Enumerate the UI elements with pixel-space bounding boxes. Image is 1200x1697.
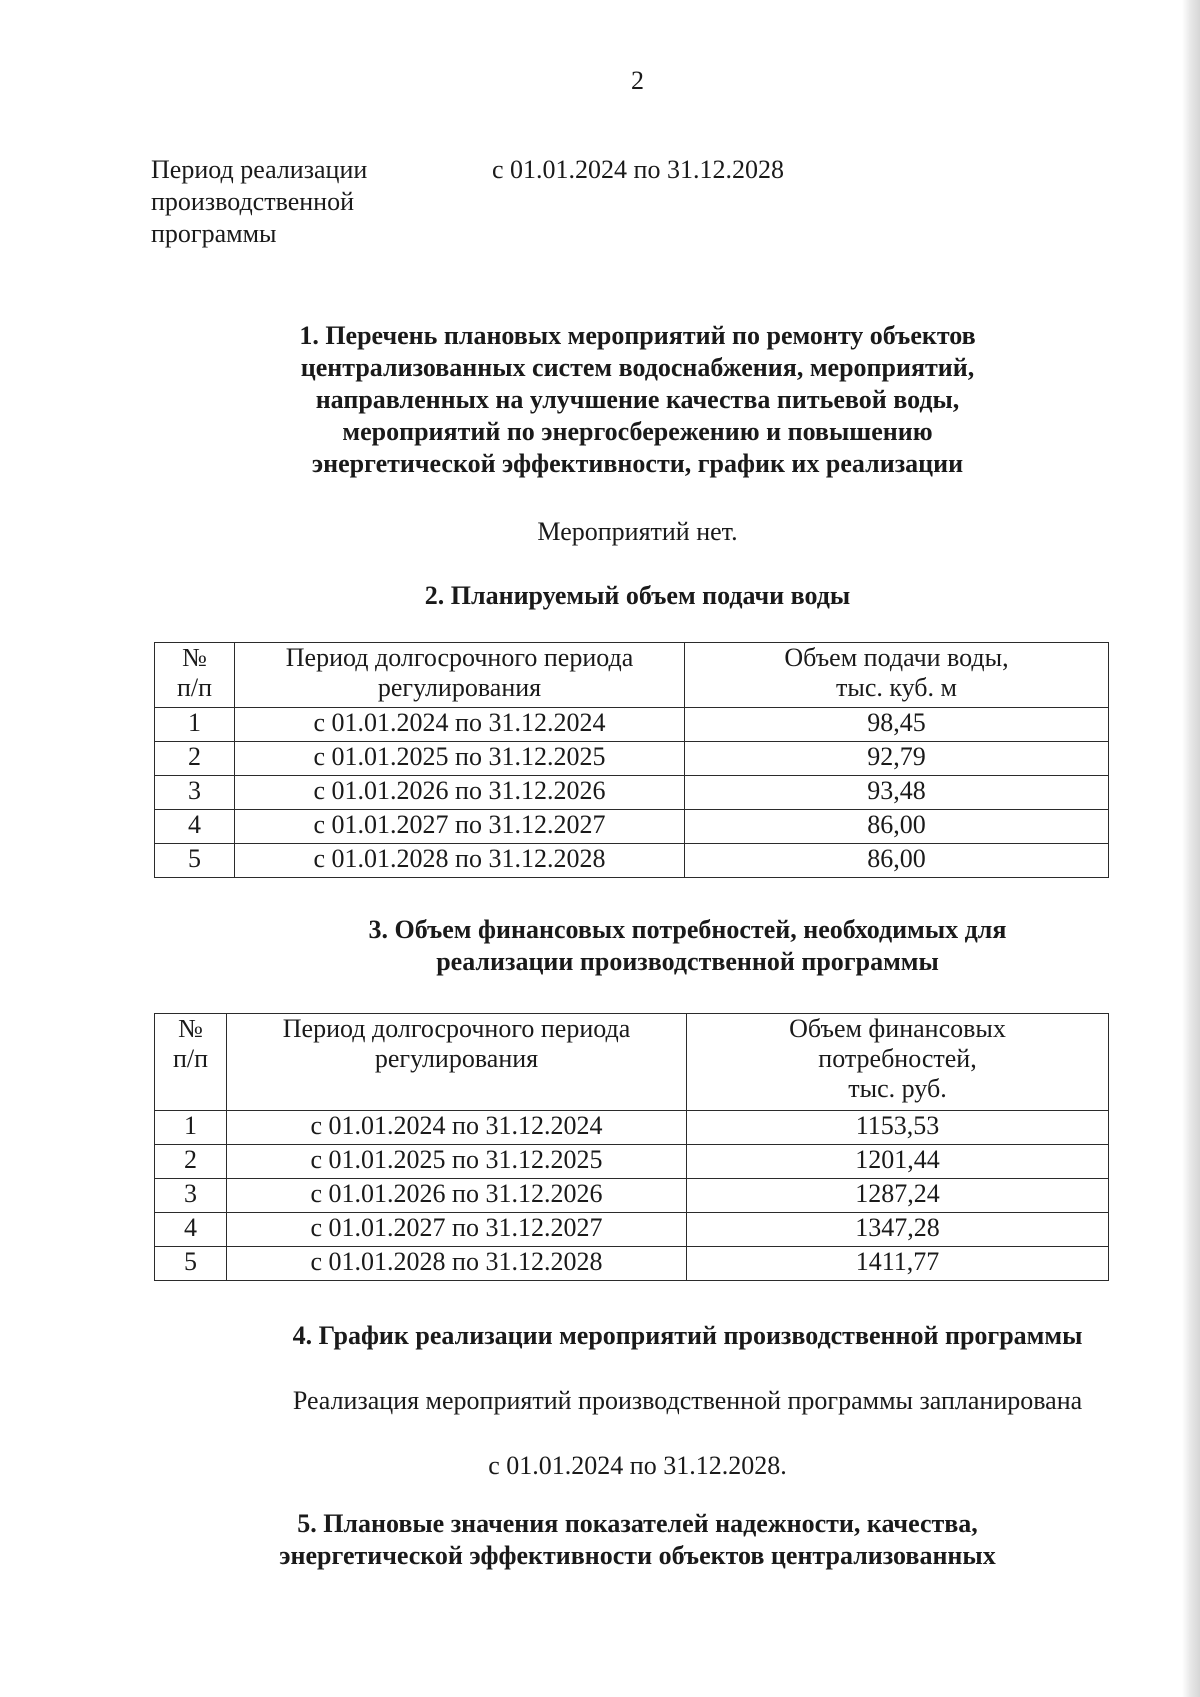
- table-row: [155, 776, 1109, 810]
- financial-needs-table: [154, 1013, 1109, 1281]
- cell-value: 1347,28: [687, 1213, 1109, 1247]
- cell-period: с 01.01.2026 по 31.12.2026: [227, 1179, 687, 1213]
- table-row: [155, 1145, 1109, 1179]
- cell-number: 1: [155, 1111, 227, 1145]
- cell-value: 86,00: [685, 844, 1109, 878]
- cell-period: с 01.01.2024 по 31.12.2024: [235, 708, 685, 742]
- section-3-title: 3. Объем финансовых потребностей, необходимых для реализации производственной программы: [368, 915, 1007, 976]
- table-row: [155, 1247, 1109, 1281]
- cell-period: с 01.01.2025 по 31.12.2025: [235, 742, 685, 776]
- table-row: [155, 708, 1109, 742]
- cell-period: с 01.01.2024 по 31.12.2024: [227, 1111, 687, 1145]
- section-1-text: Мероприятий нет.: [537, 517, 738, 546]
- table-row: [155, 1179, 1109, 1213]
- section-4-dates: с 01.01.2024 по 31.12.2028.: [488, 1451, 787, 1480]
- cell-number: 2: [155, 1145, 227, 1179]
- period-label: Период реализации производственной программы: [151, 155, 368, 248]
- cell-number: 5: [155, 844, 235, 878]
- col-header-volume: Объем подачи воды, тыс. куб. м: [685, 643, 1109, 708]
- col-header-number: № п/п: [155, 1014, 227, 1111]
- col-header-financial: Объем финансовых потребностей, тыс. руб.: [687, 1014, 1109, 1111]
- table-header-row: [155, 643, 1109, 708]
- table-row: [155, 810, 1109, 844]
- table-row: [155, 742, 1109, 776]
- cell-number: 4: [155, 1213, 227, 1247]
- cell-value: 98,45: [685, 708, 1109, 742]
- table-row: [155, 1111, 1109, 1145]
- table-row: [155, 844, 1109, 878]
- cell-period: с 01.01.2026 по 31.12.2026: [235, 776, 685, 810]
- cell-value: 93,48: [685, 776, 1109, 810]
- cell-value: 1153,53: [687, 1111, 1109, 1145]
- page-number: 2: [631, 66, 644, 95]
- col-header-period: Период долгосрочного периода регулирования: [227, 1014, 687, 1111]
- cell-period: с 01.01.2028 по 31.12.2028: [227, 1247, 687, 1281]
- section-5-title: 5. Плановые значения показателей надежности, качества, энергетической эффективности объектов централизованных: [279, 1509, 996, 1570]
- period-value: с 01.01.2024 по 31.12.2028: [492, 155, 784, 184]
- cell-number: 3: [155, 1179, 227, 1213]
- cell-number: 5: [155, 1247, 227, 1281]
- cell-value: 92,79: [685, 742, 1109, 776]
- page-edge-shadow: [1182, 0, 1200, 1697]
- cell-number: 4: [155, 810, 235, 844]
- cell-period: с 01.01.2028 по 31.12.2028: [235, 844, 685, 878]
- cell-number: 3: [155, 776, 235, 810]
- section-4-title: 4. График реализации мероприятий производственной программы: [292, 1321, 1083, 1350]
- cell-number: 1: [155, 708, 235, 742]
- section-1-title: 1. Перечень плановых мероприятий по ремонту объектов централизованных систем водоснабжения, мероприятий, направленных на улучшение качества питьевой воды, мероприятий по энергосбережению и повышению энергетической эффективности, график их реализации: [299, 321, 976, 478]
- table-row: [155, 1213, 1109, 1247]
- col-header-period: Период долгосрочного периода регулирования: [235, 643, 685, 708]
- cell-value: 1201,44: [687, 1145, 1109, 1179]
- water-volume-table: [154, 642, 1109, 878]
- cell-period: с 01.01.2027 по 31.12.2027: [235, 810, 685, 844]
- col-header-number: № п/п: [155, 643, 235, 708]
- section-4-text: Реализация мероприятий производственной программы запланирована: [292, 1386, 1083, 1415]
- cell-number: 2: [155, 742, 235, 776]
- cell-period: с 01.01.2027 по 31.12.2027: [227, 1213, 687, 1247]
- cell-period: с 01.01.2025 по 31.12.2025: [227, 1145, 687, 1179]
- table-header-row: [155, 1014, 1109, 1111]
- cell-value: 1287,24: [687, 1179, 1109, 1213]
- cell-value: 1411,77: [687, 1247, 1109, 1281]
- cell-value: 86,00: [685, 810, 1109, 844]
- section-2-title: 2. Планируемый объем подачи воды: [424, 581, 851, 610]
